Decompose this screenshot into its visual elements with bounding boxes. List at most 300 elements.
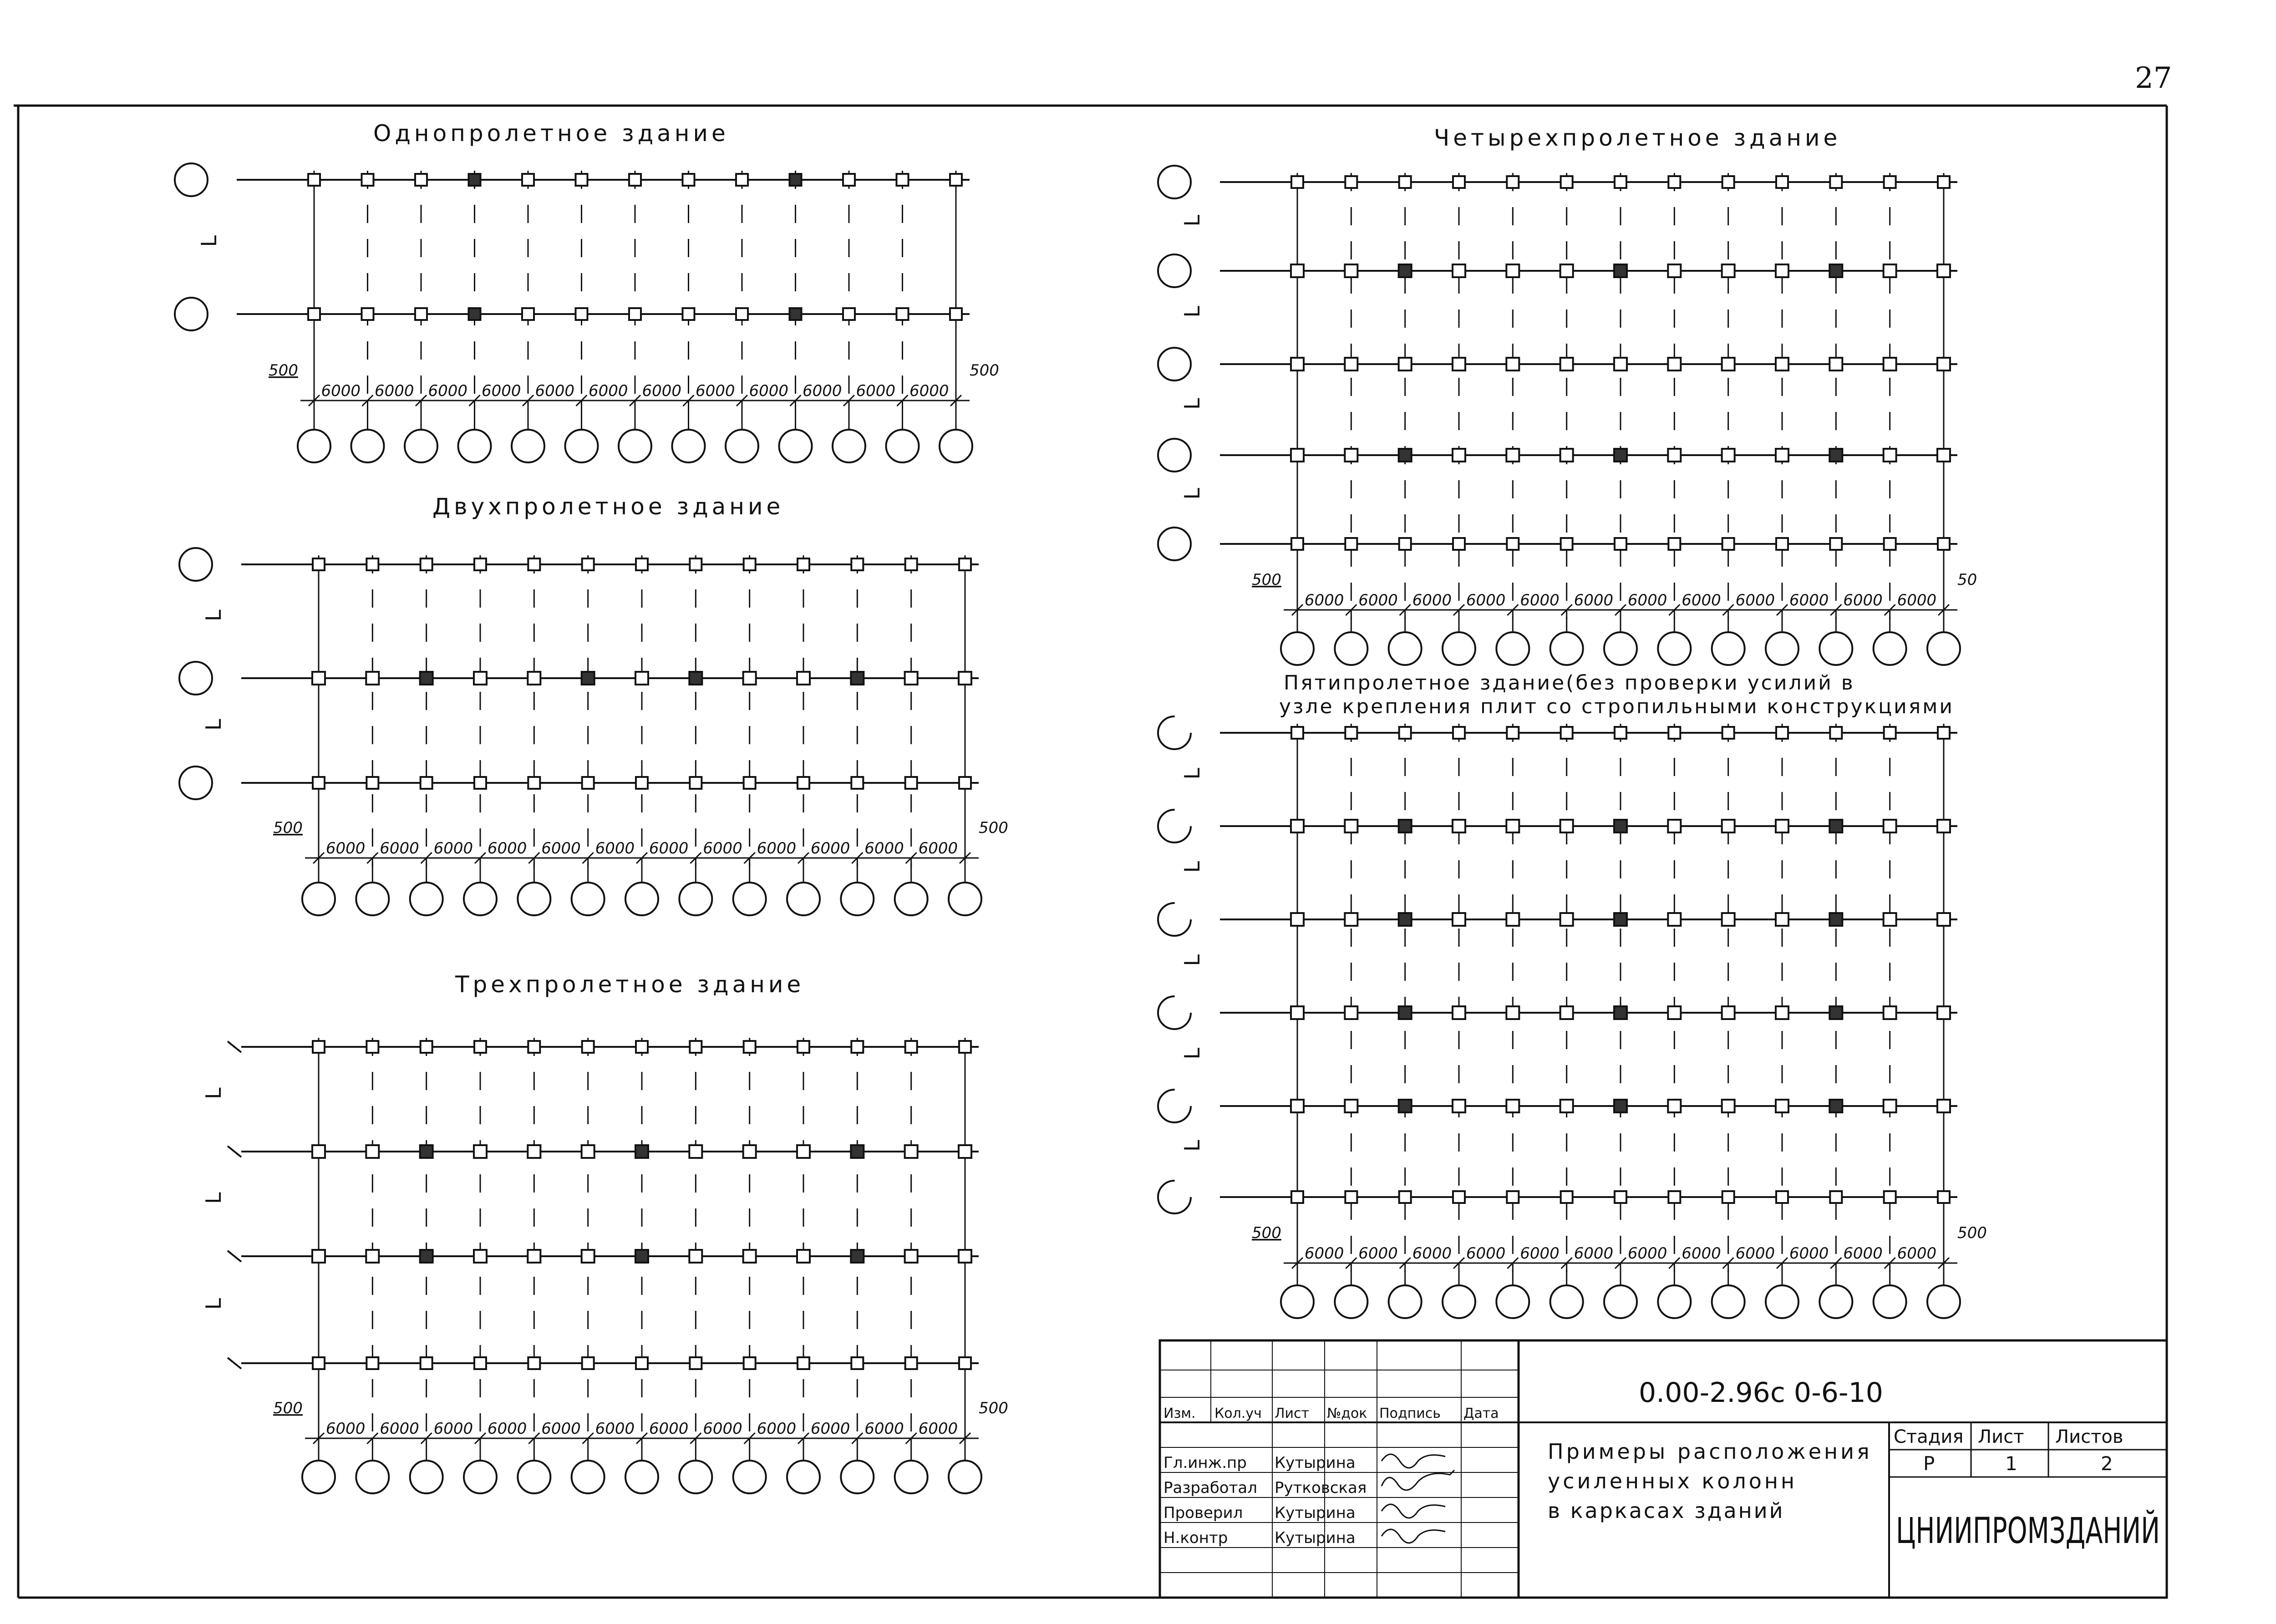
column-axis-bubble (1658, 632, 1691, 665)
bay-dimension: 6000 (703, 839, 742, 858)
column (1453, 358, 1465, 370)
column (629, 174, 641, 186)
column (690, 1357, 701, 1369)
column (1507, 1191, 1519, 1203)
staff-role-2: Разработал (1163, 1479, 1257, 1497)
reinforced-column (1829, 820, 1842, 832)
column-axis-bubble (356, 883, 389, 915)
column (1345, 538, 1357, 550)
column (474, 1041, 486, 1053)
column (1668, 538, 1680, 550)
reinforced-column (1399, 913, 1412, 926)
column-axis-bubble (841, 883, 874, 915)
column (1668, 727, 1680, 739)
column (1668, 820, 1681, 832)
column (736, 174, 748, 186)
column (683, 308, 695, 320)
column-axis-bubble (1766, 632, 1798, 665)
column (1830, 538, 1842, 550)
column-axis-bubble (787, 883, 820, 915)
column (1291, 538, 1303, 550)
reinforced-column (1399, 1006, 1412, 1019)
column (1668, 913, 1681, 926)
column-axis-bubble (1443, 632, 1475, 665)
column (1884, 913, 1896, 926)
column (1776, 1100, 1788, 1112)
bay-dimension: 6000 (1574, 1244, 1614, 1263)
column (905, 777, 917, 789)
bay-dimension: 6000 (918, 1420, 958, 1438)
column (950, 174, 962, 186)
column (1506, 820, 1519, 832)
bay-dimension: 6000 (595, 1420, 635, 1438)
title-block (1160, 1340, 2265, 1598)
row-axis-bubble (175, 163, 208, 196)
column (851, 777, 863, 789)
column-axis-bubble (1496, 632, 1529, 665)
column (582, 558, 594, 570)
column (1937, 820, 1950, 832)
column (1345, 449, 1357, 462)
bay-dimension: 6000 (909, 382, 949, 400)
column (474, 672, 487, 685)
col-header-sign: Подпись (1379, 1406, 1441, 1421)
column (1291, 913, 1304, 926)
column (1884, 1006, 1896, 1019)
column (474, 777, 486, 789)
row-axis-tick (228, 1041, 241, 1052)
column (362, 174, 374, 186)
column (308, 308, 320, 320)
bay-dimension: 6000 (810, 839, 850, 858)
sheets-value: 2 (2101, 1452, 2113, 1475)
signature-2 (1382, 1470, 1454, 1490)
column (636, 1357, 648, 1369)
column (1722, 449, 1735, 462)
bay-dimension: 6000 (642, 382, 682, 400)
column (1830, 1191, 1842, 1203)
column-axis-bubble (302, 1461, 335, 1493)
column-axis-bubble (1712, 632, 1745, 665)
bay-dimension: 6000 (1627, 1244, 1667, 1263)
column (421, 1041, 432, 1053)
column-axis-bubble (1819, 1285, 1852, 1318)
column (576, 174, 588, 186)
edge-dimension-left: 500 (269, 361, 298, 380)
bay-dimension: 6000 (380, 1420, 419, 1438)
column (1345, 913, 1357, 926)
span-label: L (1180, 1047, 1204, 1060)
bay-dimension: 6000 (1682, 591, 1721, 609)
row-axis-bubble (179, 662, 212, 695)
column (528, 1041, 540, 1053)
bay-dimension: 6000 (1735, 1244, 1775, 1263)
bay-dimension: 6000 (380, 839, 419, 858)
row-axis-tick (228, 1146, 241, 1157)
column (1453, 538, 1465, 550)
column (1830, 727, 1842, 739)
column (683, 174, 695, 186)
column-axis-bubble (1335, 1285, 1367, 1318)
column-axis-bubble (841, 1461, 874, 1493)
reinforced-column (1399, 449, 1412, 462)
column (1560, 1006, 1573, 1019)
column (1291, 1100, 1304, 1112)
reinforced-column (1614, 1006, 1627, 1019)
edge-dimension-right: 500 (970, 361, 999, 380)
column (797, 672, 810, 685)
column (851, 1041, 863, 1053)
plan-title: Двухпролетное здание (432, 493, 784, 520)
reinforced-column (851, 1145, 864, 1158)
column-axis-bubble (1658, 1285, 1691, 1318)
row-axis-bubble (179, 766, 212, 799)
column (1776, 913, 1788, 926)
column (1560, 1100, 1573, 1112)
column (690, 558, 701, 570)
bay-dimension: 6000 (433, 839, 473, 858)
column (1614, 358, 1627, 370)
column (744, 1357, 756, 1369)
column (1399, 358, 1412, 370)
column-axis-bubble (779, 430, 812, 462)
column-axis-bubble (356, 1461, 389, 1493)
row-axis-tick (228, 1358, 241, 1369)
column (474, 1250, 487, 1263)
column-axis-bubble (351, 430, 384, 462)
column (1453, 449, 1465, 462)
plan-p1 (175, 120, 999, 462)
staff-name-4: Кутырина (1275, 1529, 1356, 1547)
column (1937, 1006, 1950, 1019)
organization-name: ЦНИИПРОМЗДАНИЙ (1896, 1511, 2265, 1552)
row-axis-bubble (1158, 1090, 1191, 1122)
column (1453, 176, 1465, 188)
column (797, 1250, 810, 1263)
column-axis-bubble (1927, 1285, 1960, 1318)
bay-dimension: 6000 (1627, 591, 1667, 609)
column (312, 1145, 325, 1158)
column (1668, 264, 1681, 277)
bay-dimension: 6000 (864, 1420, 904, 1438)
column (313, 777, 325, 789)
column (1345, 727, 1357, 739)
column (1560, 264, 1573, 277)
column (421, 1357, 432, 1369)
reinforced-column (420, 1250, 433, 1263)
column-axis-bubble (1281, 1285, 1314, 1318)
column (522, 174, 534, 186)
column (1937, 449, 1950, 462)
bay-dimension: 6000 (1412, 1244, 1452, 1263)
column-axis-bubble (787, 1461, 820, 1493)
column (905, 558, 917, 570)
column (1668, 1100, 1681, 1112)
column (1830, 176, 1842, 188)
bay-dimension: 6000 (1843, 591, 1883, 609)
sheet-label: Лист (1978, 1426, 2024, 1447)
column (1561, 538, 1573, 550)
column (1884, 449, 1896, 462)
column-axis-bubble (565, 430, 598, 462)
column (1291, 727, 1303, 739)
row-axis-tick (228, 1251, 241, 1262)
bay-dimension: 6000 (1358, 591, 1398, 609)
column (313, 1357, 325, 1369)
reinforced-column (851, 672, 864, 685)
column (905, 1250, 918, 1263)
span-label: L (1180, 1140, 1204, 1152)
column (1615, 538, 1626, 550)
bay-dimension: 6000 (1897, 591, 1937, 609)
reinforced-column (1829, 1100, 1842, 1112)
bay-dimension: 6000 (535, 382, 575, 400)
column (1938, 1191, 1950, 1203)
col-header-list: Лист (1275, 1406, 1310, 1421)
bay-dimension: 6000 (918, 839, 958, 858)
col-header-doc: №док (1327, 1406, 1367, 1421)
reinforced-column (469, 174, 481, 186)
column (1291, 264, 1304, 277)
column-axis-bubble (672, 430, 705, 462)
column (366, 1041, 378, 1053)
plan-title: Трехпролетное здание (455, 971, 805, 998)
bay-dimension: 6000 (749, 382, 789, 400)
col-header-date: Дата (1463, 1406, 1499, 1421)
reinforced-column (635, 1250, 648, 1263)
column (1938, 727, 1950, 739)
column (1884, 538, 1896, 550)
column-axis-bubble (679, 1461, 712, 1493)
column-axis-bubble (1927, 632, 1960, 665)
bay-dimension: 6000 (595, 839, 635, 858)
reinforced-column (1829, 913, 1842, 926)
column (959, 1041, 971, 1053)
column (1345, 1191, 1357, 1203)
bay-dimension: 6000 (1520, 1244, 1560, 1263)
reinforced-column (1829, 449, 1842, 462)
column (528, 558, 540, 570)
staff-role-3: Проверил (1163, 1504, 1243, 1522)
column (959, 1145, 971, 1158)
signature-1 (1382, 1454, 1445, 1468)
column (1453, 727, 1465, 739)
column (528, 1145, 540, 1158)
column (743, 1145, 756, 1158)
column (1506, 913, 1519, 926)
column (1776, 538, 1788, 550)
edge-dimension-left: 500 (273, 1399, 303, 1417)
column (1668, 176, 1680, 188)
bay-dimension: 6000 (703, 1420, 742, 1438)
column (1776, 449, 1788, 462)
column (1884, 727, 1896, 739)
column (1291, 1191, 1303, 1203)
column (1668, 1191, 1680, 1203)
column-axis-bubble (1281, 632, 1314, 665)
column (905, 1145, 918, 1158)
column (474, 1145, 487, 1158)
column-axis-bubble (410, 883, 443, 915)
column (1937, 264, 1950, 277)
reinforced-column (790, 308, 802, 320)
column (744, 777, 756, 789)
column (1722, 1006, 1735, 1019)
column-axis-bubble (679, 883, 712, 915)
column (636, 1041, 648, 1053)
column (744, 1041, 756, 1053)
column (1291, 449, 1304, 462)
column-axis-bubble (1443, 1285, 1475, 1318)
column (689, 1250, 702, 1263)
column (1507, 538, 1519, 550)
span-label: L (1180, 767, 1204, 780)
column (843, 174, 855, 186)
column (1884, 1100, 1896, 1112)
column (1291, 1006, 1304, 1019)
column (1884, 820, 1896, 832)
staff-name-1: Кутырина (1275, 1454, 1356, 1472)
column (1506, 449, 1519, 462)
bay-dimension: 6000 (802, 382, 842, 400)
sheets-label: Листов (2055, 1426, 2124, 1447)
span-label: L (201, 719, 226, 731)
column-axis-bubble (1550, 632, 1583, 665)
column (1884, 176, 1896, 188)
column (1938, 538, 1950, 550)
bay-dimension: 6000 (864, 839, 904, 858)
reinforced-column (1614, 1100, 1627, 1112)
column (897, 174, 909, 186)
bay-dimension: 6000 (433, 1420, 473, 1438)
column-axis-bubble (405, 430, 437, 462)
column (1453, 820, 1465, 832)
column (905, 672, 918, 685)
column (1722, 1191, 1734, 1203)
column-axis-bubble (1604, 1285, 1637, 1318)
row-axis-bubble (1158, 528, 1191, 560)
column (636, 777, 648, 789)
span-label: L (201, 1298, 226, 1310)
column (798, 777, 809, 789)
span-label: L (1180, 487, 1204, 500)
column (851, 1357, 863, 1369)
edge-dimension-left: 500 (1252, 1224, 1281, 1242)
reinforced-column (1614, 264, 1627, 277)
column (636, 558, 648, 570)
column (1453, 1100, 1465, 1112)
row-axis-bubble (179, 548, 212, 581)
column (905, 1041, 917, 1053)
plan-title: Однопролетное здание (373, 120, 729, 147)
reinforced-column (1829, 1006, 1842, 1019)
column (1507, 727, 1519, 739)
bay-dimension: 6000 (588, 382, 628, 400)
span-label: L (1180, 954, 1204, 966)
reinforced-column (1399, 820, 1412, 832)
column (421, 777, 432, 789)
column-axis-bubble (895, 883, 928, 915)
bay-dimension: 6000 (757, 1420, 797, 1438)
column (1399, 538, 1411, 550)
column (1291, 820, 1304, 832)
column-axis-bubble (302, 883, 335, 915)
column (1776, 176, 1788, 188)
column (366, 777, 378, 789)
column (1345, 264, 1357, 277)
bay-dimension: 6000 (374, 382, 414, 400)
column-axis-bubble (833, 430, 865, 462)
column (366, 1250, 379, 1263)
column (366, 558, 378, 570)
column (959, 672, 971, 685)
reinforced-column (420, 1145, 433, 1158)
column (415, 174, 427, 186)
column-axis-bubble (1819, 632, 1852, 665)
column (308, 174, 320, 186)
span-label: L (1180, 861, 1204, 873)
column (1722, 913, 1735, 926)
bay-dimension: 6000 (856, 382, 896, 400)
column (1884, 358, 1896, 370)
column (1399, 1191, 1411, 1203)
plan-title: Четырехпролетное здание (1434, 125, 1841, 151)
column (629, 308, 641, 320)
bay-dimension: 6000 (1897, 1244, 1937, 1263)
column (959, 777, 971, 789)
column (843, 308, 855, 320)
bay-dimension: 6000 (1466, 591, 1506, 609)
title-line-2: усиленных колонн (1548, 1469, 1798, 1493)
column (582, 1145, 594, 1158)
column-axis-bubble (1496, 1285, 1529, 1318)
bay-dimension: 6000 (428, 382, 468, 400)
span-label: L (1180, 305, 1204, 318)
row-axis-bubble (1158, 166, 1191, 198)
column (1345, 820, 1357, 832)
column (528, 1357, 540, 1369)
column (635, 672, 648, 685)
bay-dimension: 6000 (695, 382, 735, 400)
column (1453, 264, 1465, 277)
bay-dimension: 6000 (1466, 1244, 1506, 1263)
column (415, 308, 427, 320)
column (1884, 1191, 1896, 1203)
plan-p2 (179, 493, 1008, 915)
column (366, 672, 379, 685)
column-axis-bubble (733, 1461, 766, 1493)
bay-dimension: 6000 (325, 1420, 366, 1438)
column (897, 308, 909, 320)
column (1776, 727, 1788, 739)
bay-dimension: 6000 (649, 1420, 689, 1438)
column (522, 308, 534, 320)
bay-dimension: 6000 (321, 382, 361, 400)
column (1561, 1191, 1573, 1203)
span-label: L (197, 235, 221, 247)
column (313, 558, 325, 570)
bay-dimension: 6000 (1520, 591, 1560, 609)
column (905, 1357, 917, 1369)
reinforced-column (1614, 449, 1627, 462)
reinforced-column (1829, 264, 1842, 277)
reinforced-column (1399, 264, 1412, 277)
column (1722, 727, 1734, 739)
column (1776, 1006, 1788, 1019)
drawing-code: 0.00-2.96с 0-6-10 (1639, 1377, 1883, 1409)
reinforced-column (582, 672, 594, 685)
column (797, 1145, 810, 1158)
